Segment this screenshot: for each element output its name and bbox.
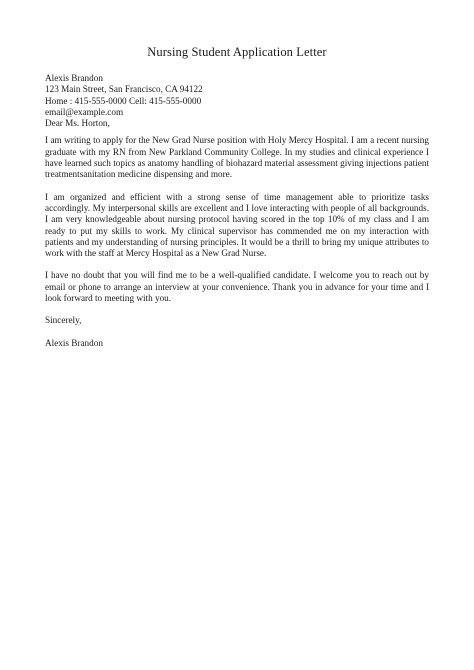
sender-email: email@example.com — [45, 106, 124, 117]
signature-name: Alexis Brandon — [45, 337, 103, 348]
sender-block — [45, 73, 429, 118]
paragraph-intro: I am writing to apply for the New Grad Nurse position with Holy Mercy Hospital. I am a recent nursing graduate with my RN from New Parkland Community College. In my studies and clinical experience I have learned such topics as anatomy handling of biohazard material assessment giving injections patient treatmentsanitation medicine dispensing and more. — [45, 135, 429, 180]
paragraph-closing: I have no doubt that you will find me to be a well-qualified candidate. I welcome you to reach out by email or phone to arrange an interview at your convenience. Thank you in advance for your time and I look forward to meeting with you. — [45, 270, 429, 304]
closing: Sincerely, — [45, 315, 82, 326]
sender-address: 123 Main Street, San Francisco, CA 94122 — [45, 84, 203, 95]
sender-name: Alexis Brandon — [45, 73, 103, 83]
paragraph-skills: I am organized and efficient with a strong sense of time management able to prioritize tasks accordingly. My interpersonal skills are excellent and I love interacting with people of all backgrounds. I am very knowledgeable about nursing protocol having scored in the top 10% of my class and I am ready to put my skills to work. My clinical supervisor has commended me on my interaction with patients and my understanding of nursing principles. It would be a thrill to bring my unique attributes to work with the staff at Mercy Hospital as a New Grad Nurse. — [45, 191, 429, 259]
salutation: Dear Ms. Horton, — [45, 118, 110, 129]
sender-phones: Home : 415-555-0000 Cell: 415-555-0000 — [45, 95, 202, 106]
letter-title: Nursing Student Application Letter — [147, 45, 327, 59]
letter-body — [45, 73, 429, 349]
